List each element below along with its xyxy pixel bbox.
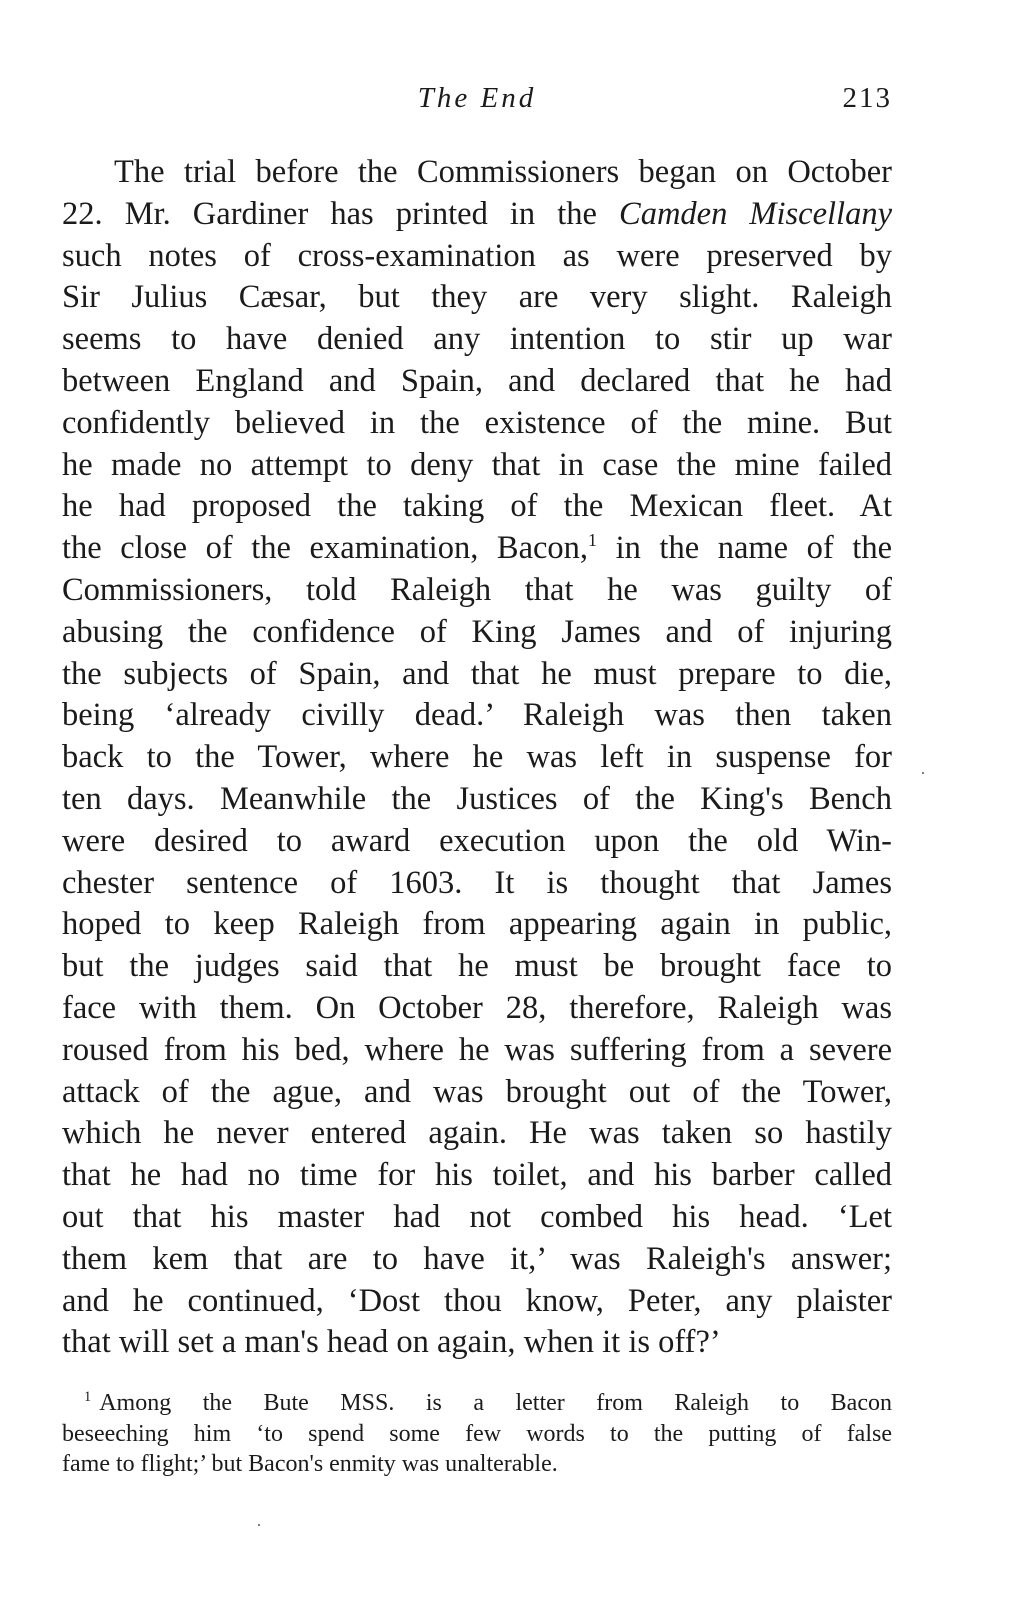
text-line: chester sentence of 1603. It is thought that James	[62, 864, 892, 901]
text-line: seems to have denied any intention to stir up war	[62, 321, 892, 358]
footnote-text: Among the Bute MSS. is a letter from Raleigh to Bacon	[99, 1390, 892, 1416]
book-title: Camden Miscellany	[619, 195, 892, 232]
footnote-line	[62, 1388, 892, 1419]
text-line: the subjects of Spain, and that he must prepare to die,	[62, 655, 892, 692]
text-line: he made no attempt to deny that in case the mine failed	[62, 446, 892, 483]
text-line	[62, 194, 892, 236]
footnote-mark: 1	[84, 1389, 92, 1405]
text-line: ten days. Meanwhile the Justices of the King's Bench	[62, 780, 892, 817]
text-line: Sir Julius Cæsar, but they are very slight. Raleigh	[62, 279, 892, 316]
text-line: between England and Spain, and declared that he had	[62, 362, 892, 399]
text-line: being ‘already civilly dead.’ Raleigh was then taken	[62, 697, 892, 734]
running-title: The End	[417, 82, 537, 114]
text-line: which he never entered again. He was taken so hastily	[62, 1115, 892, 1152]
text-line: attack of the ague, and was brought out of the Tower,	[62, 1073, 892, 1110]
footnote-line: fame to flight;’ but Bacon's enmity was unalterable.	[62, 1451, 558, 1477]
text-line: Commissioners, told Raleigh that he was guilty of	[62, 571, 892, 608]
text-line: The trial before the Commissioners began on October	[114, 154, 892, 190]
page-number: 213	[842, 82, 892, 114]
paper-speck	[258, 1524, 260, 1526]
text-line: were desired to award execution upon the old Win-	[62, 822, 892, 859]
text-line: such notes of cross-examination as were preserved by	[62, 237, 892, 274]
text-line: and he continued, ‘Dost thou know, Peter, any plaister	[62, 1282, 892, 1319]
paper-speck	[922, 772, 924, 774]
text-line: confidently believed in the existence of the mine. But	[62, 404, 892, 441]
text-line: back to the Tower, where he was left in suspense for	[62, 739, 892, 776]
text-line: he had proposed the taking of the Mexican fleet. At	[62, 488, 892, 525]
main-paragraph	[62, 152, 892, 1364]
footnote	[62, 1388, 892, 1480]
text-line-prefix: the close of the examination, Bacon,	[62, 530, 589, 567]
text-line-suffix: in the name of the	[615, 530, 892, 567]
page-header	[62, 82, 892, 122]
text-line: face with them. On October 28, therefore, Raleigh was	[62, 989, 892, 1026]
text-line: that will set a man's head on again, when it is off?’	[62, 1324, 721, 1361]
text-line: hoped to keep Raleigh from appearing again in public,	[62, 906, 892, 943]
text-line	[62, 528, 892, 570]
text-line: roused from his bed, where he was suffering from a severe	[62, 1031, 892, 1068]
text-line: abusing the confidence of King James and of injuring	[62, 613, 892, 650]
text-line: that he had no time for his toilet, and his barber called	[62, 1157, 892, 1194]
text-line-prefix: 22. Mr. Gardiner has printed in the	[62, 195, 597, 232]
footnote-line: beseeching him ‘to spend some few words to the putting of false	[62, 1420, 892, 1447]
text-line: them kem that are to have it,’ was Raleigh's answer;	[62, 1240, 892, 1277]
text-line: out that his master had not combed his head. ‘Let	[62, 1198, 892, 1235]
text-line: but the judges said that he must be brought face to	[62, 948, 892, 985]
footnote-reference: 1	[588, 530, 597, 551]
